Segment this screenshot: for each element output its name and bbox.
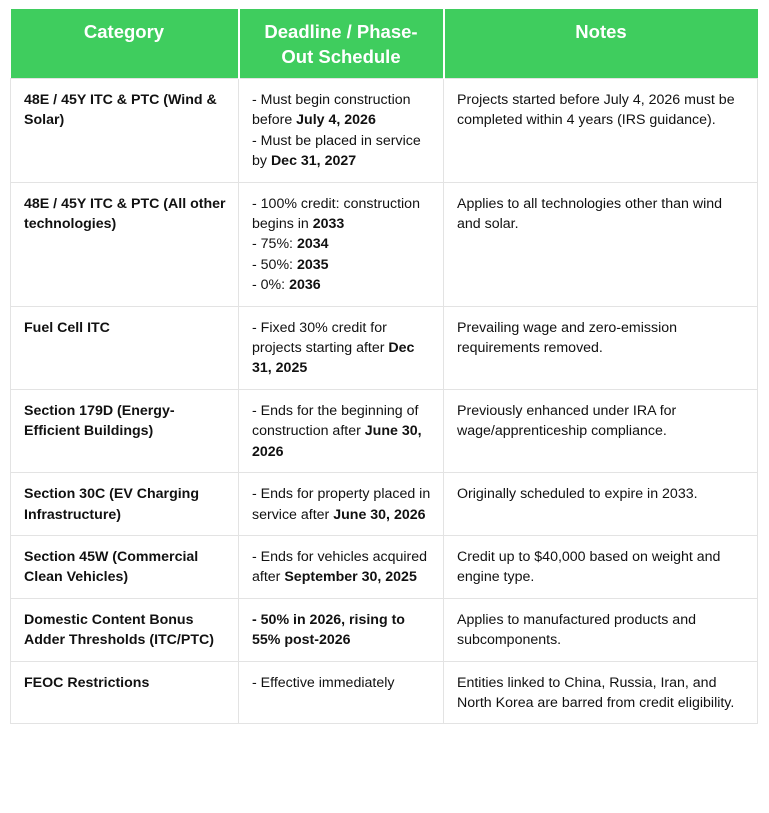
deadline-cell: [239, 661, 444, 724]
table-row: [11, 306, 758, 389]
deadline-line: [252, 275, 431, 295]
notes-cell: Entities linked to China, Russia, Iran, and North Korea are barred from credit eligibility.: [444, 661, 758, 724]
table-row: [11, 389, 758, 472]
deadline-text: - Must begin construction before: [252, 92, 411, 129]
notes-cell: Prevailing wage and zero-emission requirements removed.: [444, 306, 758, 389]
deadline-line: [252, 234, 431, 254]
category-cell: 48E / 45Y ITC & PTC (All other technologies): [11, 182, 239, 306]
deadline-emphasis: June 30, 2026: [333, 506, 426, 523]
deadline-text: - 50%:: [252, 256, 297, 273]
deadline-emphasis: - 50% in 2026, rising to 55% post-2026: [252, 611, 405, 649]
header-row: [11, 9, 758, 79]
deadline-line: [252, 484, 431, 525]
deadline-cell: [239, 79, 444, 183]
deadline-emphasis: September 30, 2025: [284, 569, 417, 586]
deadline-cell: [239, 389, 444, 472]
category-cell: FEOC Restrictions: [11, 661, 239, 724]
table-row: [11, 79, 758, 183]
deadline-text: - 100% credit: construction begins in: [252, 195, 420, 233]
deadline-emphasis: 2034: [296, 236, 329, 253]
deadline-text: - Ends for the beginning of construction after: [252, 402, 419, 440]
deadline-emphasis: Dec 31, 2025: [252, 340, 415, 377]
deadline-line: [252, 547, 431, 588]
category-cell: Section 179D (Energy-Efficient Buildings): [11, 389, 239, 472]
table-row: [11, 182, 758, 306]
deadline-line: [252, 318, 431, 379]
deadline-line: [252, 401, 431, 462]
category-cell: 48E / 45Y ITC & PTC (Wind & Solar): [11, 79, 239, 183]
notes-cell: Originally scheduled to expire in 2033.: [444, 473, 758, 536]
deadline-line: [252, 131, 431, 172]
table-row: [11, 598, 758, 661]
deadline-line: [252, 255, 431, 275]
deadline-emphasis: Dec 31, 2027: [270, 153, 357, 170]
category-cell: Domestic Content Bonus Adder Thresholds (ITC/PTC): [11, 598, 239, 661]
header-category: Category: [11, 9, 239, 79]
category-cell: Section 45W (Commercial Clean Vehicles): [11, 535, 239, 598]
table-row: [11, 661, 758, 724]
deadline-text: - 75%:: [252, 236, 297, 253]
deadline-emphasis: July 4, 2026: [296, 112, 376, 129]
deadline-text: - Ends for vehicles acquired after: [252, 548, 428, 586]
table-row: [11, 473, 758, 536]
header-deadline: Deadline / Phase-Out Schedule: [239, 9, 444, 79]
table-row: [11, 535, 758, 598]
deadline-line: [252, 610, 431, 651]
category-cell: Section 30C (EV Charging Infrastructure): [11, 473, 239, 536]
deadline-line: [252, 673, 431, 693]
notes-cell: Projects started before July 4, 2026 must be completed within 4 years (IRS guidance).: [444, 79, 758, 183]
deadline-line: [252, 194, 431, 235]
deadline-emphasis: 2033: [312, 216, 345, 233]
deadline-cell: [239, 535, 444, 598]
deadline-text: - Must be placed in service by: [252, 132, 421, 170]
deadline-text: - Fixed 30% credit for projects starting after: [252, 319, 389, 357]
deadline-emphasis: 2036: [289, 277, 321, 294]
deadline-cell: [239, 598, 444, 661]
deadline-emphasis: 2035: [296, 256, 329, 273]
deadline-cell: [239, 306, 444, 389]
category-cell: Fuel Cell ITC: [11, 306, 239, 389]
deadline-text: - 0%:: [252, 277, 290, 294]
policy-table-container: [10, 9, 757, 724]
deadline-line: [252, 90, 431, 131]
notes-cell: Applies to manufactured products and subcomponents.: [444, 598, 758, 661]
notes-cell: Applies to all technologies other than wind and solar.: [444, 182, 758, 306]
deadline-cell: [239, 182, 444, 306]
notes-cell: Previously enhanced under IRA for wage/apprenticeship compliance.: [444, 389, 758, 472]
header-notes: Notes: [444, 9, 758, 79]
notes-cell: Credit up to $40,000 based on weight and engine type.: [444, 535, 758, 598]
deadline-cell: [239, 473, 444, 536]
deadline-text: - Ends for property placed in service after: [252, 486, 431, 523]
deadline-emphasis: June 30, 2026: [252, 423, 422, 460]
policy-table: [10, 9, 758, 724]
deadline-text: - Effective immediately: [252, 674, 395, 691]
